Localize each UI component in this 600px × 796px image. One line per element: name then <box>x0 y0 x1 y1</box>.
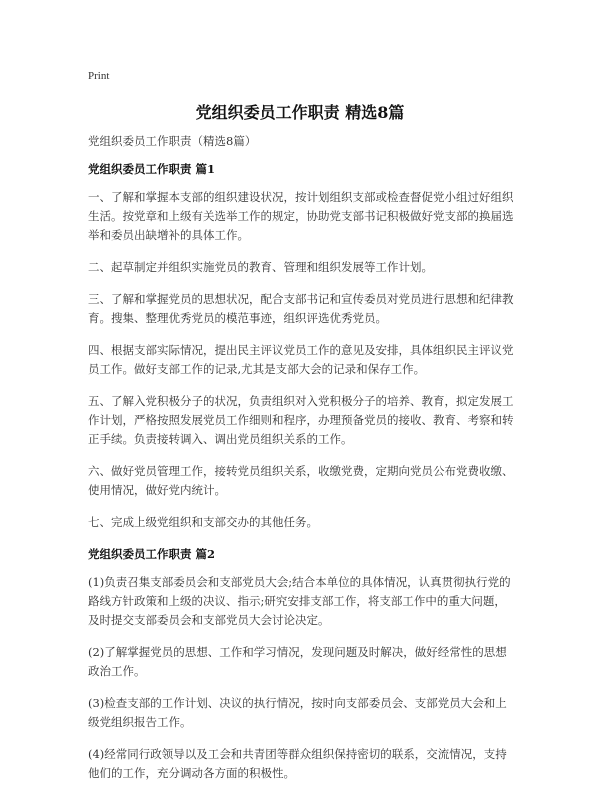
paragraph: 三、了解和掌握党员的思想状况，配合支部书记和宣传委员对党员进行思想和纪律教育。搜集、整理优秀党员的模范事迹，组织评选优秀党员。 <box>88 292 514 325</box>
print-label: Print <box>88 70 110 82</box>
paragraph: 六、做好党员管理工作，接转党员组织关系，收缴党费，定期向党员公布党费收缴、使用情况，做好党内统计。 <box>88 464 514 497</box>
paragraph: 一、了解和掌握本支部的组织建设状况，按计划组织支部或检查督促党小组过好组织生活。按党章和上级有关选举工作的规定，协助党支部书记积极做好党支部的换届选举和委员出缺增补的具体工作。 <box>88 190 514 242</box>
paragraph: (1)负责召集支部委员会和支部党员大会;结合本单位的具体情况，认真贯彻执行党的路线方针政策和上级的决议、指示;研究安排支部工作，将支部工作中的重大问题，及时提交支部委员会和支部党员大会讨论决定。 <box>88 575 511 627</box>
paragraph: (2)了解掌握党员的思想、工作和学习情况，发现问题及时解决，做好经常性的思想政治工作。 <box>88 645 507 678</box>
section-heading: 党组织委员工作职责 篇2 <box>88 547 216 561</box>
paragraph: 七、完成上级党组织和支部交办的其他任务。 <box>88 515 318 529</box>
document-body <box>88 132 516 796</box>
paragraph: 五、了解入党积极分子的状况，负责组织对入党积极分子的培养、教育，拟定发展工作计划，严格按照发展党员工作细则和程序，办理预备党员的接收、教育、考察和转正手续。负责接转调入、调出党员组织关系的工作。 <box>88 394 514 446</box>
paragraph: 二、起草制定并组织实施党员的教育、管理和组织发展等工作计划。 <box>88 260 433 274</box>
paragraph: (4)经常同行政领导以及工会和共青团等群众组织保持密切的联系，交流情况，支持他们的工作，充分调动各方面的积极性。 <box>88 747 507 780</box>
page-title: 党组织委员工作职责 精选8篇 <box>195 103 405 122</box>
document-subtitle: 党组织委员工作职责（精选8篇） <box>88 134 257 148</box>
paragraph: 四、根据支部实际情况，提出民主评议党员工作的意见及安排，具体组织民主评议党员工作。做好支部工作的记录,尤其是支部大会的记录和保存工作。 <box>88 343 514 376</box>
section-heading: 党组织委员工作职责 篇1 <box>88 162 216 176</box>
paragraph: (3)检查支部的工作计划、决议的执行情况，按时向支部委员会、支部党员大会和上级党组织报告工作。 <box>88 696 507 729</box>
